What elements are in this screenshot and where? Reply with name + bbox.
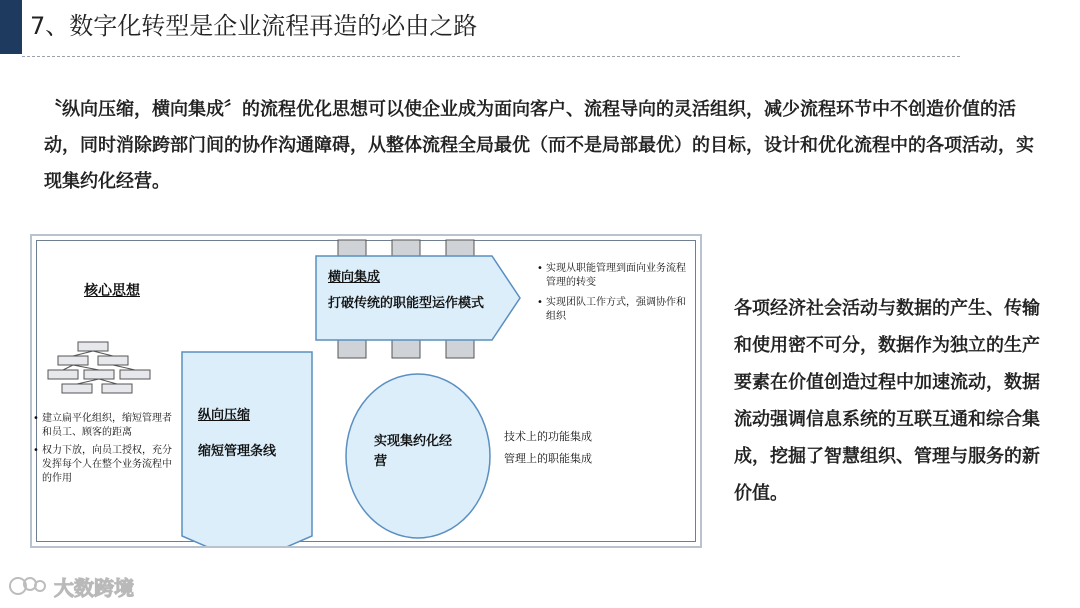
integration-item-1: 技术上的功能集成 [504, 430, 592, 443]
title-divider [22, 56, 960, 57]
right-bullet-1: • 实现从职能管理到面向业务流程管理的转变 [536, 262, 694, 290]
core-idea-heading: 核心思想 [84, 283, 140, 299]
intro-paragraph: 〝纵向压缩，横向集成〞的流程优化思想可以使企业成为面向客户、流程导向的灵活组织，减少流程环节中不创造价值的活动，同时消除跨部门间的协作沟通障碍，从整体流程全局最优（而不是局部最优）的目标，设计和优化流程中的各项活动，实现集约化经营。 [44, 99, 1034, 192]
horizontal-integration-subtitle: 打破传统的职能型运作模式 [328, 296, 485, 311]
slide-title: 7、数字化转型是企业流程再造的必由之路 [30, 12, 478, 40]
watermark-text: 大数跨境 [54, 575, 134, 600]
watermark [8, 572, 134, 600]
horizontal-integration-title: 横向集成 [328, 270, 381, 285]
vertical-compression-subtitle: 缩短管理条线 [198, 444, 277, 459]
process-diagram [30, 234, 702, 548]
right-bullet-list [536, 262, 694, 330]
org-chart-icon [48, 342, 150, 393]
vertical-compression-title: 纵向压缩 [198, 408, 251, 423]
process-boxes-bottom [338, 340, 474, 358]
right-paragraph: 各项经济社会活动与数据的产生、传输和使用密不可分，数据作为独立的生产要素在价值创造过程中加速流动，数据流动强调信息系统的互联互通和综合集成，挖掘了智慧组织、管理与服务的新价值。 [734, 298, 1040, 504]
title-accent-bar [0, 0, 22, 54]
right-bullet-2: • 实现团队工作方式，强调协作和组织 [536, 296, 694, 324]
integration-list [504, 426, 592, 470]
left-bullet-list [32, 412, 174, 490]
circle-label: 实现集约化经营 [374, 434, 453, 469]
integration-item-2: 管理上的职能集成 [504, 452, 592, 465]
left-bullet-1: • 建立扁平化组织，缩短管理者和员工、顾客的距离 [32, 412, 174, 440]
left-bullet-2: • 权力下放，向员工授权，充分发挥每个人在整个业务流程中的作用 [32, 444, 174, 486]
watermark-logo-icon [8, 573, 48, 599]
